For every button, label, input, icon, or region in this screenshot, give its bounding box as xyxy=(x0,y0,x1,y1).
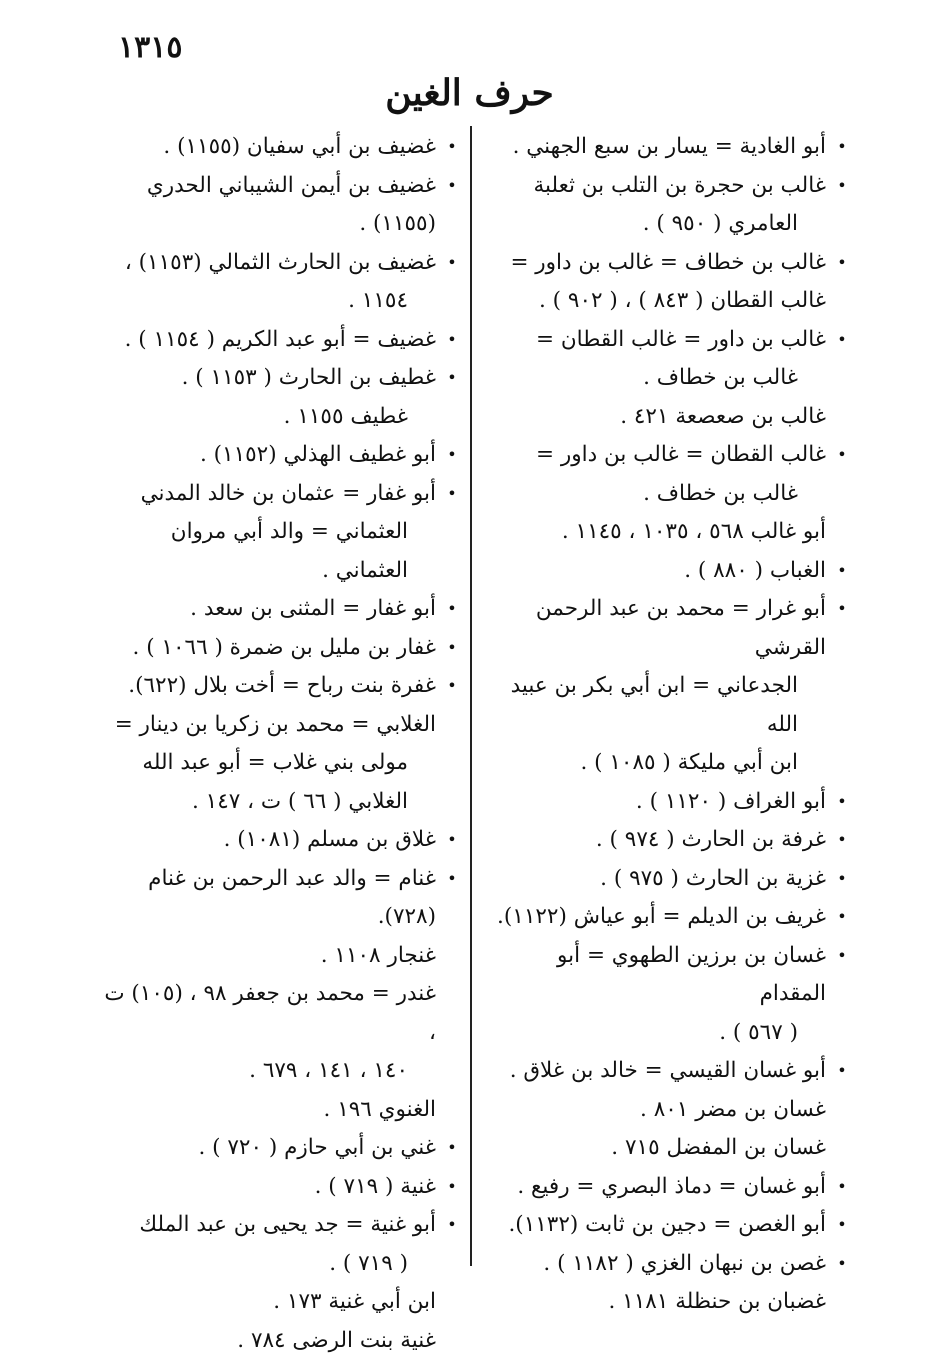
index-entry-text: غالب بن خطاف = غالب بن داور = xyxy=(490,244,826,283)
bullet-icon: • xyxy=(834,167,850,206)
bullet-icon: • xyxy=(834,321,850,360)
index-entry xyxy=(490,244,850,283)
left-column xyxy=(100,128,460,1360)
index-entry xyxy=(490,1091,850,1130)
index-entry xyxy=(490,128,850,167)
index-entry xyxy=(100,1129,460,1168)
index-entry xyxy=(100,821,460,860)
index-entry-text: أبو غفار = عثمان بن خالد المدني xyxy=(100,475,436,514)
index-entry xyxy=(490,1129,850,1168)
index-entry xyxy=(490,436,850,475)
bullet-icon: • xyxy=(444,667,460,706)
index-entry xyxy=(490,167,850,206)
index-entry-text: الغباب ( ٨٨٠ ) . xyxy=(490,552,826,591)
index-entry xyxy=(490,667,850,744)
index-entry xyxy=(100,783,460,822)
bullet-icon: • xyxy=(444,321,460,360)
bullet-icon: • xyxy=(444,436,460,475)
index-entry-text: غسان بن المفضل ٧١٥ . xyxy=(490,1129,826,1168)
index-entry-text: غفرة بنت رباح = أخت بلال (٦٢٢). xyxy=(100,667,436,706)
index-entry-text: غنية ( ٧١٩ ) . xyxy=(100,1168,436,1207)
bullet-icon: • xyxy=(444,1129,460,1168)
index-entry-text: أبو غسان = دماذ البصري = رفيع . xyxy=(490,1168,826,1207)
index-entry-text: أبو الغصن = دجين بن ثابت (١١٣٢). xyxy=(490,1206,826,1245)
index-entry-text: مولى بني غلاب = أبو عبد الله xyxy=(100,744,436,783)
index-entry-text: غندر = محمد بن جعفر ٩٨ ، (١٠٥) ت ، xyxy=(100,975,436,1052)
index-entry-text: الغلابي ( ٦٦ ) ت ، ١٤٧ . xyxy=(100,783,436,822)
bullet-icon: • xyxy=(834,552,850,591)
bullet-icon: • xyxy=(834,1206,850,1245)
bullet-icon: • xyxy=(444,1206,460,1245)
index-entry xyxy=(490,282,850,321)
index-entry-text: ١١٥٤ . xyxy=(100,282,436,321)
index-entry-text: غلاق بن مسلم (١٠٨١) . xyxy=(100,821,436,860)
index-entry xyxy=(490,937,850,1014)
bullet-icon: • xyxy=(834,436,850,475)
index-entry-text: أبو الغادية = يسار بن سبع الجهني . xyxy=(490,128,826,167)
index-entry xyxy=(100,1206,460,1245)
index-entry-text: أبو غفار = المثنى بن سعد . xyxy=(100,590,436,629)
column-divider xyxy=(470,126,472,1266)
index-entry xyxy=(490,398,850,437)
index-entry-text: غزية بن الحارث ( ٩٧٥ ) . xyxy=(490,860,826,899)
bullet-icon: • xyxy=(444,167,460,206)
bullet-icon: • xyxy=(834,783,850,822)
index-entry xyxy=(100,475,460,514)
index-entry xyxy=(490,744,850,783)
index-entry xyxy=(100,1091,460,1130)
index-entry-text: غسان بن مضر ٨٠١ . xyxy=(490,1091,826,1130)
index-entry xyxy=(100,436,460,475)
index-entry-text: غنام = والد عبد الرحمن بن غنام (٧٢٨). xyxy=(100,860,436,937)
index-entry xyxy=(100,1245,460,1284)
index-entry xyxy=(100,244,460,283)
index-entry-text: أبو غطيف الهذلي (١١٥٢) . xyxy=(100,436,436,475)
index-entry-text: أبو غنية = جد يحيى بن عبد الملك xyxy=(100,1206,436,1245)
index-entry xyxy=(100,629,460,668)
bullet-icon: • xyxy=(444,860,460,899)
index-entry-text: أبو غرار = محمد بن عبد الرحمن القرشي xyxy=(490,590,826,667)
index-entry xyxy=(490,1014,850,1053)
bullet-icon: • xyxy=(444,359,460,398)
index-entry-text: غضبان بن حنظلة ١١٨١ . xyxy=(490,1283,826,1322)
bullet-icon: • xyxy=(834,821,850,860)
index-entry xyxy=(490,898,850,937)
index-entry xyxy=(100,1052,460,1091)
index-entry-text: غفار بن مليل بن ضمرة ( ١٠٦٦ ) . xyxy=(100,629,436,668)
index-entry-text: غطيف بن الحارث ( ١١٥٣ ) . xyxy=(100,359,436,398)
bullet-icon: • xyxy=(444,629,460,668)
index-entry-text: غني بن أبي حازم ( ٧٢٠ ) . xyxy=(100,1129,436,1168)
index-entry-text: غرفة بن الحارث ( ٩٧٤ ) . xyxy=(490,821,826,860)
index-entry xyxy=(100,167,460,244)
index-entry xyxy=(100,590,460,629)
index-entry xyxy=(490,1168,850,1207)
index-entry xyxy=(490,590,850,667)
index-entry xyxy=(100,321,460,360)
index-entry xyxy=(100,128,460,167)
index-entry xyxy=(100,1322,460,1360)
index-entry-text: ( ٥٦٧ ) . xyxy=(490,1014,826,1053)
page-title: حرف الغين xyxy=(0,72,939,114)
index-entry-text: الجدعاني = ابن أبي بكر بن عبيد الله xyxy=(490,667,826,744)
index-entry-text: غنية بنت الرضى ٧٨٤ . xyxy=(100,1322,436,1360)
index-entry xyxy=(100,744,460,783)
bullet-icon: • xyxy=(834,128,850,167)
bullet-icon: • xyxy=(834,1245,850,1284)
index-entry xyxy=(100,1168,460,1207)
index-entry-text: غالب بن حجرة بن التلب بن ثعلبة xyxy=(490,167,826,206)
bullet-icon: • xyxy=(834,1052,850,1091)
bullet-icon: • xyxy=(834,590,850,629)
bullet-icon: • xyxy=(444,244,460,283)
index-entry xyxy=(100,860,460,937)
index-entry xyxy=(490,475,850,514)
page-number: ١٣١٥ xyxy=(118,30,182,65)
index-entry xyxy=(490,205,850,244)
index-entry-text: غضيف بن الحارث الثمالي (١١٥٣) ، xyxy=(100,244,436,283)
index-entry-text: غالب بن خطاف . xyxy=(490,359,826,398)
bullet-icon: • xyxy=(444,1168,460,1207)
index-entry-text: ابن أبي غنية ١٧٣ . xyxy=(100,1283,436,1322)
index-entry xyxy=(100,513,460,590)
index-entry-text: غالب القطان ( ٨٤٣ ) ، ( ٩٠٢ ) . xyxy=(490,282,826,321)
index-entry-text: العامري ( ٩٥٠ ) . xyxy=(490,205,826,244)
index-entry-text: غطيف ١١٥٥ . xyxy=(100,398,436,437)
index-entry-text: أبو غسان القيسي = خالد بن غلاق . xyxy=(490,1052,826,1091)
index-entry-text: غريف بن الديلم = أبو عياش (١١٢٢). xyxy=(490,898,826,937)
index-entry-text: غسان بن برزين الطهوي = أبو المقدام xyxy=(490,937,826,1014)
index-entry-text: غالب القطان = غالب بن داور = xyxy=(490,436,826,475)
index-entry xyxy=(490,860,850,899)
index-entry-text: ( ٧١٩ ) . xyxy=(100,1245,436,1284)
index-entry-text: الغلابي = محمد بن زكريا بن دينار = xyxy=(100,706,436,745)
index-entry xyxy=(100,975,460,1052)
index-entry xyxy=(100,282,460,321)
index-entry xyxy=(490,1245,850,1284)
index-entry-text: أبو الغراف ( ١١٢٠ ) . xyxy=(490,783,826,822)
bullet-icon: • xyxy=(444,590,460,629)
bullet-icon: • xyxy=(444,475,460,514)
bullet-icon: • xyxy=(834,937,850,976)
index-entry-text: غصن بن نبهان الغزي ( ١١٨٢ ) . xyxy=(490,1245,826,1284)
index-entry xyxy=(490,1052,850,1091)
index-entry xyxy=(490,513,850,552)
index-entry-text: غضيف بن أيمن الشيباني الحدري (١١٥٥) . xyxy=(100,167,436,244)
index-entry xyxy=(100,359,460,398)
bullet-icon: • xyxy=(444,821,460,860)
index-entry-text: غالب بن خطاف . xyxy=(490,475,826,514)
index-entry-text: غنجار ١١٠٨ . xyxy=(100,937,436,976)
index-entry-text: ١٤٠ ، ١٤١ ، ٦٧٩ . xyxy=(100,1052,436,1091)
index-entry xyxy=(100,667,460,706)
index-entry-text: غضيف = أبو عبد الكريم ( ١١٥٤ ) . xyxy=(100,321,436,360)
bullet-icon: • xyxy=(834,1168,850,1207)
index-entry-text: غضيف بن أبي سفيان (١١٥٥) . xyxy=(100,128,436,167)
index-entry xyxy=(490,783,850,822)
index-entry-text: أبو غالب ٥٦٨ ، ١٠٣٥ ، ١١٤٥ . xyxy=(490,513,826,552)
index-entry xyxy=(100,937,460,976)
index-entry xyxy=(490,1283,850,1322)
index-entry-text: العثماني = والد أبي مروان العثماني . xyxy=(100,513,436,590)
index-entry-text: غالب بن صعصعة ٤٢١ . xyxy=(490,398,826,437)
index-entry-text: الغنوي ١٩٦ . xyxy=(100,1091,436,1130)
bullet-icon: • xyxy=(834,244,850,283)
bullet-icon: • xyxy=(834,860,850,899)
index-entry-text: ابن أبي مليكة ( ١٠٨٥ ) . xyxy=(490,744,826,783)
bullet-icon: • xyxy=(834,898,850,937)
index-entry xyxy=(100,706,460,745)
index-entry-text: غالب بن داور = غالب القطان = xyxy=(490,321,826,360)
index-entry xyxy=(490,359,850,398)
index-entry xyxy=(490,552,850,591)
index-entry xyxy=(100,1283,460,1322)
right-column xyxy=(490,128,850,1322)
index-entry xyxy=(100,398,460,437)
bullet-icon: • xyxy=(444,128,460,167)
index-entry xyxy=(490,1206,850,1245)
index-entry xyxy=(490,821,850,860)
index-entry xyxy=(490,321,850,360)
